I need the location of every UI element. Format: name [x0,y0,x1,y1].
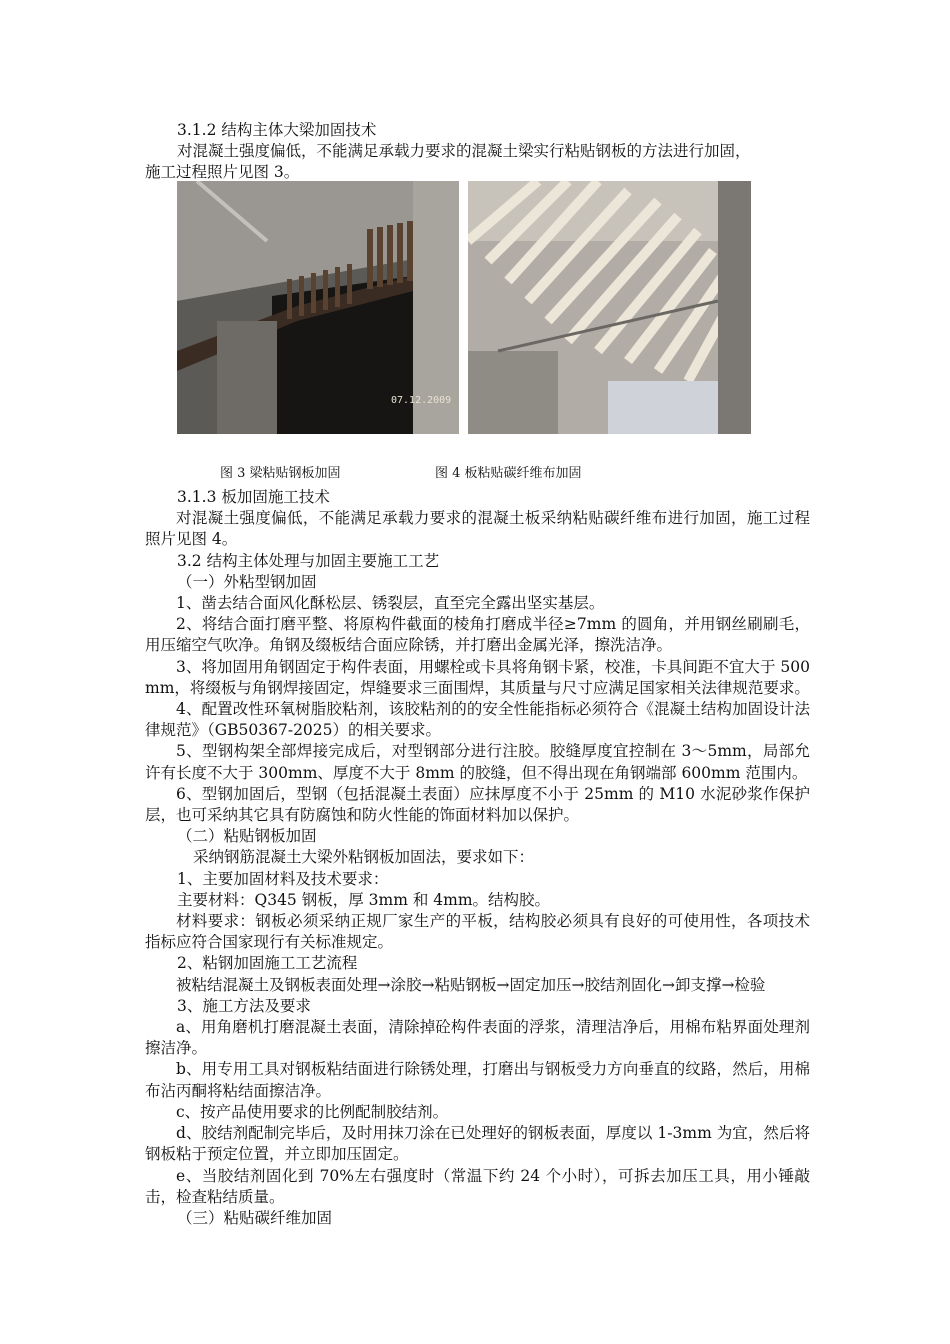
section-32-heading: 3.2 结构主体处理与加固主要施工工艺 [177,551,440,570]
process-flow: 被粘结混凝土及钢板表面处理→涂胶→粘贴钢板→固定加压→胶结剂固化→卸支撑→检验 [176,975,766,994]
subsection-1-heading: （一）外粘型钢加固 [177,572,317,591]
section-312 [145,120,810,184]
figure-3-photo [177,181,459,434]
subsection-2-intro: 采纳钢筋混凝土大梁外粘钢板加固法，要求如下： [193,848,535,867]
step-item: c、按产品使用要求的比例配制胶结剂。 [176,1102,449,1121]
figure-row [177,181,751,434]
step-item: d、胶结剂配制完毕后，及时用抹刀涂在已处理好的钢板表面，厚度以 1-3mm 为宜，然后将钢板粘于预定位置，并立即加压固定。 [145,1124,810,1164]
subsection-3-heading: （三）粘贴碳纤维加固 [177,1208,333,1227]
figure-4-caption: 图 4 板粘贴碳纤维布加固 [435,466,582,481]
list-item: 5、型钢构架全部焊接完成后，对型钢部分进行注胶。胶缝厚度宜控制在 3～5mm，局部允许有长度不大于 300mm、厚度不大于 8mm 的胶缝，但不得出现在角钢端部 600mm 范围内。 [145,742,810,782]
subsection-2-item-2: 2、粘钢加固施工工艺流程 [177,954,358,973]
figure-3-timestamp: 07.12.2009 [391,395,452,406]
list-item: 4、配置改性环氧树脂胶粘剂，该胶粘剂的的安全性能指标必须符合《混凝土结构加固设计法律规范》（GB50367-2025）的相关要求。 [145,700,810,740]
list-item: 2、将结合面打磨平整、将原构件截面的棱角打磨成半径≥7mm 的圆角，并用钢丝刷刷毛，用压缩空气吹净。角钢及缀板结合面应除锈，并打磨出金属光泽，擦洗洁净。 [145,615,810,655]
section-312-heading: 3.1.2 结构主体大梁加固技术 [177,121,377,139]
subsection-2-item-3: 3、施工方法及要求 [177,996,311,1015]
list-item: 1、凿去结合面风化酥松层、锈裂层，直至完全露出坚实基层。 [176,594,605,613]
step-item: a、用角磨机打磨混凝土表面，清除掉砼构件表面的浮浆，清理洁净后，用棉布粘界面处理剂擦洁净。 [145,1018,810,1058]
document-body [145,487,810,1229]
materials-requirements: 材料要求：钢板必须采纳正规厂家生产的平板，结构胶必须具有良好的可使用性，各项技术指标应符合国家现行有关标准规定。 [145,912,810,952]
section-313-heading: 3.1.3 板加固施工技术 [177,488,330,506]
figure-4-photo [468,181,751,434]
materials-line: 主要材料：Q345 钢板，厚 3mm 和 4mm。结构胶。 [177,890,551,909]
step-item: b、用专用工具对钢板粘结面进行除锈处理，打磨出与钢板受力方向垂直的纹路，然后，用棉布沾丙酮将粘结面擦洁净。 [145,1060,810,1100]
section-312-paragraph-line2: 施工过程照片见图 3。 [145,163,300,182]
figure-3-caption: 图 3 梁粘贴钢板加固 [220,466,341,481]
section-312-paragraph-line1: 对混凝土强度偏低，不能满足承载力要求的混凝土梁实行粘贴钢板的方法进行加固， [177,142,751,161]
section-313-paragraph: 对混凝土强度偏低，不能满足承载力要求的混凝土板采纳粘贴碳纤维布进行加固，施工过程照片见图 4。 [145,509,810,549]
list-item: 3、将加固用角钢固定于构件表面，用螺栓或卡具将角钢卡紧，校准，卡具间距不宜大于 500 mm，将缀板与角钢焊接固定，焊缝要求三面围焊，其质量与尺寸应满足国家相关法律规范要求。 [145,657,810,697]
step-item: e、当胶结剂固化到 70%左右强度时（常温下约 24 个小时），可拆去加压工具，用小锤敲击，检查粘结质量。 [145,1166,810,1206]
subsection-2-item-1: 1、主要加固材料及技术要求： [177,869,389,888]
subsection-2-heading: （二）粘贴钢板加固 [177,827,317,846]
list-item: 6、型钢加固后，型钢（包括混凝土表面）应抹厚度不小于 25mm 的 M10 水泥砂浆作保护层，也可采纳其它具有防腐蚀和防火性能的饰面材料加以保护。 [145,784,810,825]
